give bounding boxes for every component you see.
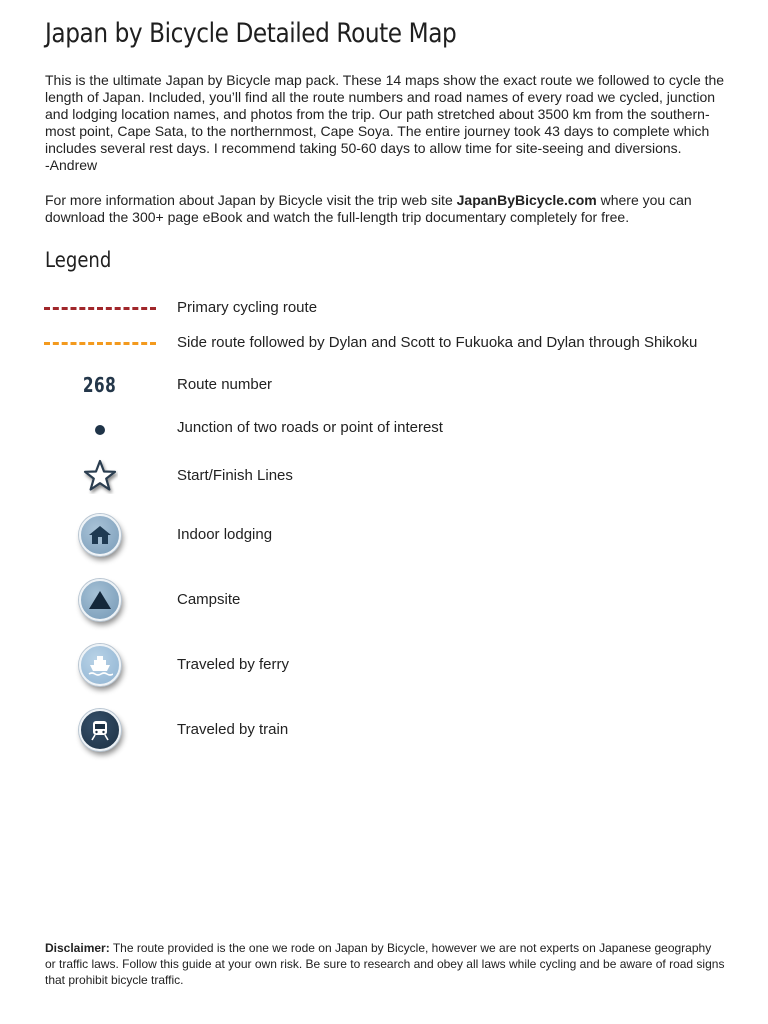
intro-paragraph [45,72,735,174]
house-icon [88,524,112,546]
train-badge [79,709,121,751]
side-route-label: Side route followed by Dylan and Scott to Fukuoka and Dylan through Shikoku [177,334,698,351]
ferry-label: Traveled by ferry [177,656,289,673]
author-signature: -Andrew [45,157,98,173]
legend-row-side-route [0,323,768,363]
ferry-badge [79,644,121,686]
side-route-symbol [40,323,160,363]
page-title: Japan by Bicycle Detailed Route Map [45,18,457,49]
campsite-symbol [40,580,160,620]
lodging-badge [79,514,121,556]
train-label: Traveled by train [177,721,289,738]
legend-heading: Legend [45,248,112,272]
more-info-text-start: For more information about Japan by Bicycle visit the trip web site [45,192,457,208]
primary-route-symbol [40,288,160,328]
train-icon [88,718,112,742]
train-symbol [40,710,160,750]
ferry-icon [87,653,113,677]
disclaimer-text: The route provided is the one we rode on Japan by Bicycle, however we are not experts on Japanese geography or traffic laws. Follow this guide at your own risk. Be sure to research and obey all laws while cycling and be aware of road signs that prohibit bicycle traffic. [45,941,725,987]
orange-dashed-line-icon [44,342,156,345]
star-icon [82,458,118,494]
junction-label: Junction of two roads or point of interest [177,419,443,436]
start-finish-symbol [40,456,160,496]
ferry-symbol [40,645,160,685]
legend-row-primary-route [0,288,768,328]
disclaimer [45,940,725,988]
campsite-label: Campsite [177,591,241,608]
website-link[interactable]: JapanByBicycle.com [456,192,597,208]
red-dashed-line-icon [44,307,156,310]
lodging-symbol [40,515,160,555]
legend-row-junction [0,408,768,448]
legend-row-ferry [0,645,768,685]
campsite-badge [79,579,121,621]
dot-icon [95,425,105,435]
primary-route-label: Primary cycling route [177,299,318,316]
start-finish-label: Start/Finish Lines [177,467,293,484]
legend-row-route-number [0,365,768,405]
disclaimer-label: Disclaimer: [45,941,110,955]
route-number-symbol [40,365,160,405]
more-info-text-end: where you can download the 300+ page eBook and watch the full-length trip documentary completely for free. [45,192,692,225]
lodging-label: Indoor lodging [177,526,273,543]
tent-icon [88,589,112,611]
intro-text: This is the ultimate Japan by Bicycle map pack. These 14 maps show the exact route we followed to cycle the length of Japan. Included, you’ll find all the route numbers and road names of every road we cycled, junction and lodging location names, and photos from the trip. Our path stretched about 3500 km from the southern-most point, Cape Sata, to the northernmost, Cape Soya. The entire journey took 43 days to complete which includes several rest days. I recommend taking 50-60 days to allow time for site-seeing and diversions. [45,72,725,156]
junction-symbol [40,408,160,448]
more-info-paragraph [45,192,735,226]
legend-row-lodging [0,515,768,555]
legend-row-train [0,710,768,750]
route-number-label: Route number [177,376,273,393]
legend-row-campsite [0,580,768,620]
legend-row-start-finish [0,456,768,496]
route-number-sample: 268 [83,373,117,397]
